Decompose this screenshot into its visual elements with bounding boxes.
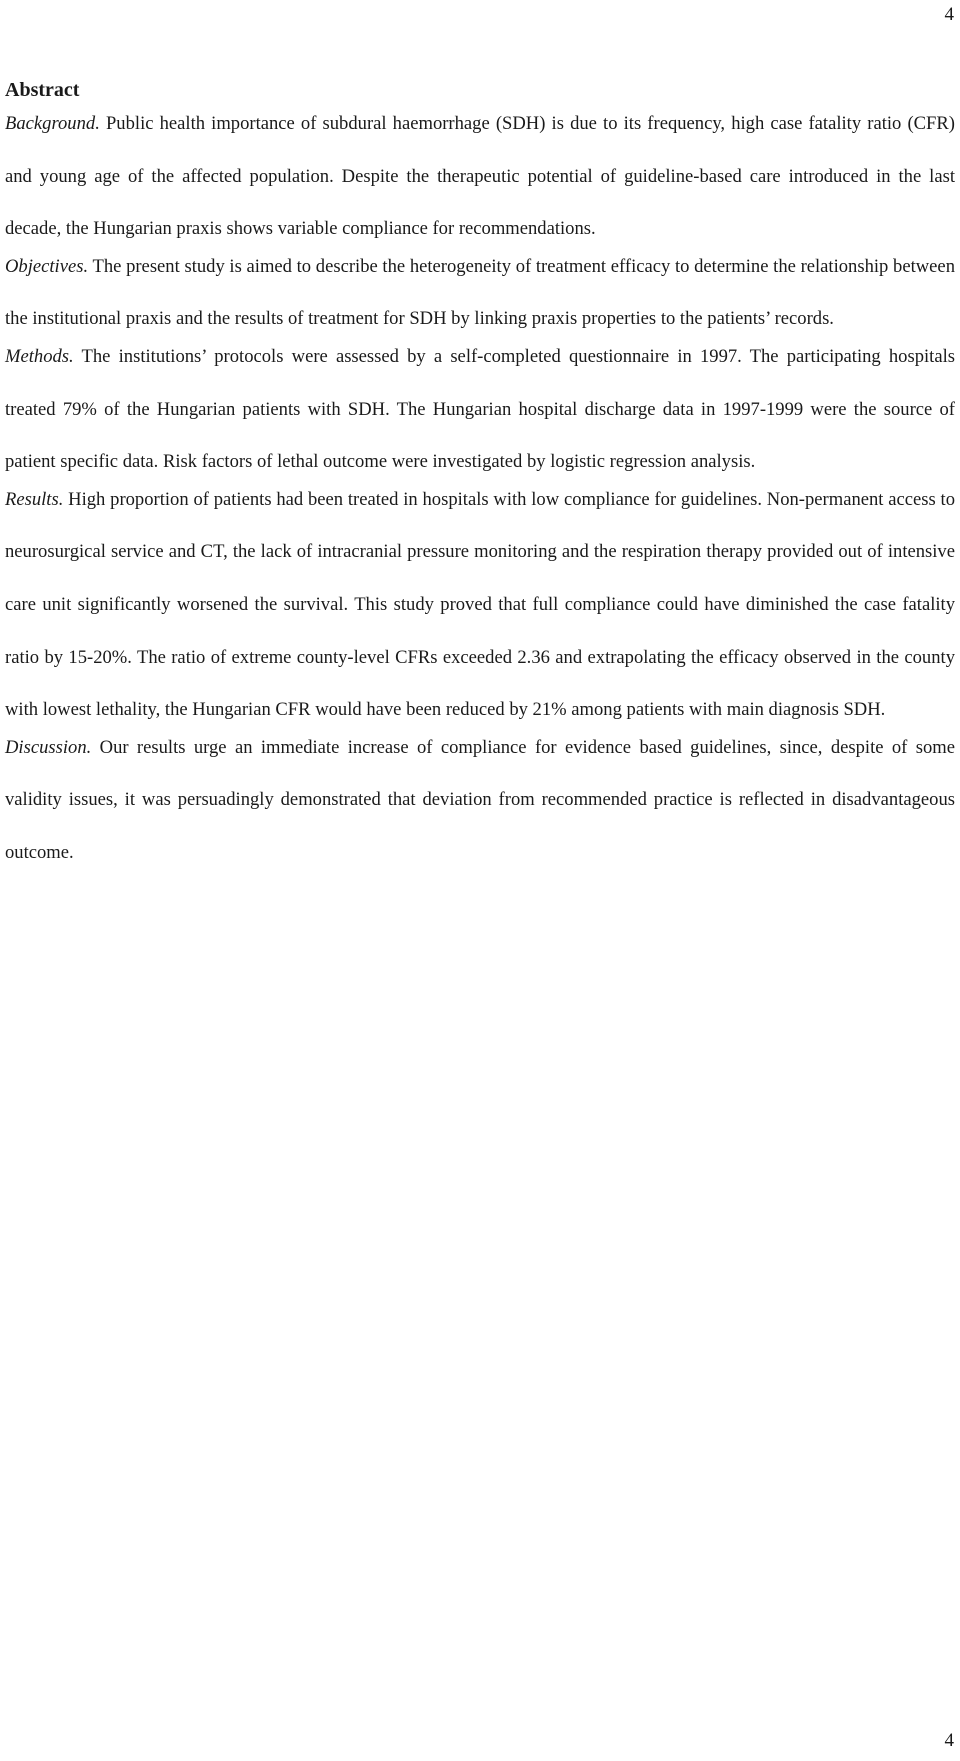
- methods-text: The institutions’ protocols were assessed by a self-completed questionnaire in 1997. The participating hospitals treated 79% of the Hungarian patients with SDH. The Hungarian hospital discharge data in 1997-1999 were the source of patient specific data. Risk factors of lethal outcome were investigated by logistic regression analysis.: [5, 345, 955, 473]
- results-text: High proportion of patients had been treated in hospitals with low compliance for guidelines. Non-permanent access to neurosurgical service and CT, the lack of intracranial pressure monitoring and the respiration therapy provided out of intensive care unit significantly worsened the survival. This study proved that full compliance could have diminished the case fatality ratio by 15-20%. The ratio of extreme county-level CFRs exceeded 2.36 and extrapolating the efficacy observed in the county with lowest lethality, the Hungarian CFR would have been reduced by 21% among patients with main diagnosis SDH.: [5, 488, 955, 721]
- discussion-label: Discussion.: [5, 736, 92, 758]
- objectives-text: The present study is aimed to describe the heterogeneity of treatment efficacy to determine the relationship between the institutional praxis and the results of treatment for SDH by linking praxis properties to the patients’ records.: [5, 255, 955, 330]
- results-paragraph: [5, 474, 955, 737]
- page-number-bottom: 4: [944, 1730, 954, 1751]
- background-label: Background.: [5, 113, 100, 134]
- page-number-top: 4: [944, 4, 954, 25]
- abstract: [5, 78, 955, 880]
- discussion-text: Our results urge an immediate increase of compliance for evidence based guidelines, since, despite of some validity issues, it was persuadingly demonstrated that deviation from recommended practice is reflected in disadvantageous outcome.: [5, 736, 955, 863]
- abstract-heading: Abstract: [5, 79, 80, 101]
- results-label: Results.: [5, 488, 64, 510]
- methods-paragraph: [5, 331, 955, 489]
- objectives-label: Objectives.: [5, 255, 89, 277]
- background-text: Public health importance of subdural haemorrhage (SDH) is due to its frequency, high case fatality ratio (CFR) and young age of the affected population. Despite the therapeutic potential of guideline-based care introduced in the last decade, the Hungarian praxis shows variable compliance for recommendations.: [5, 113, 955, 240]
- methods-label: Methods.: [5, 345, 74, 367]
- discussion-paragraph: [5, 722, 955, 880]
- background-paragraph: [5, 98, 955, 256]
